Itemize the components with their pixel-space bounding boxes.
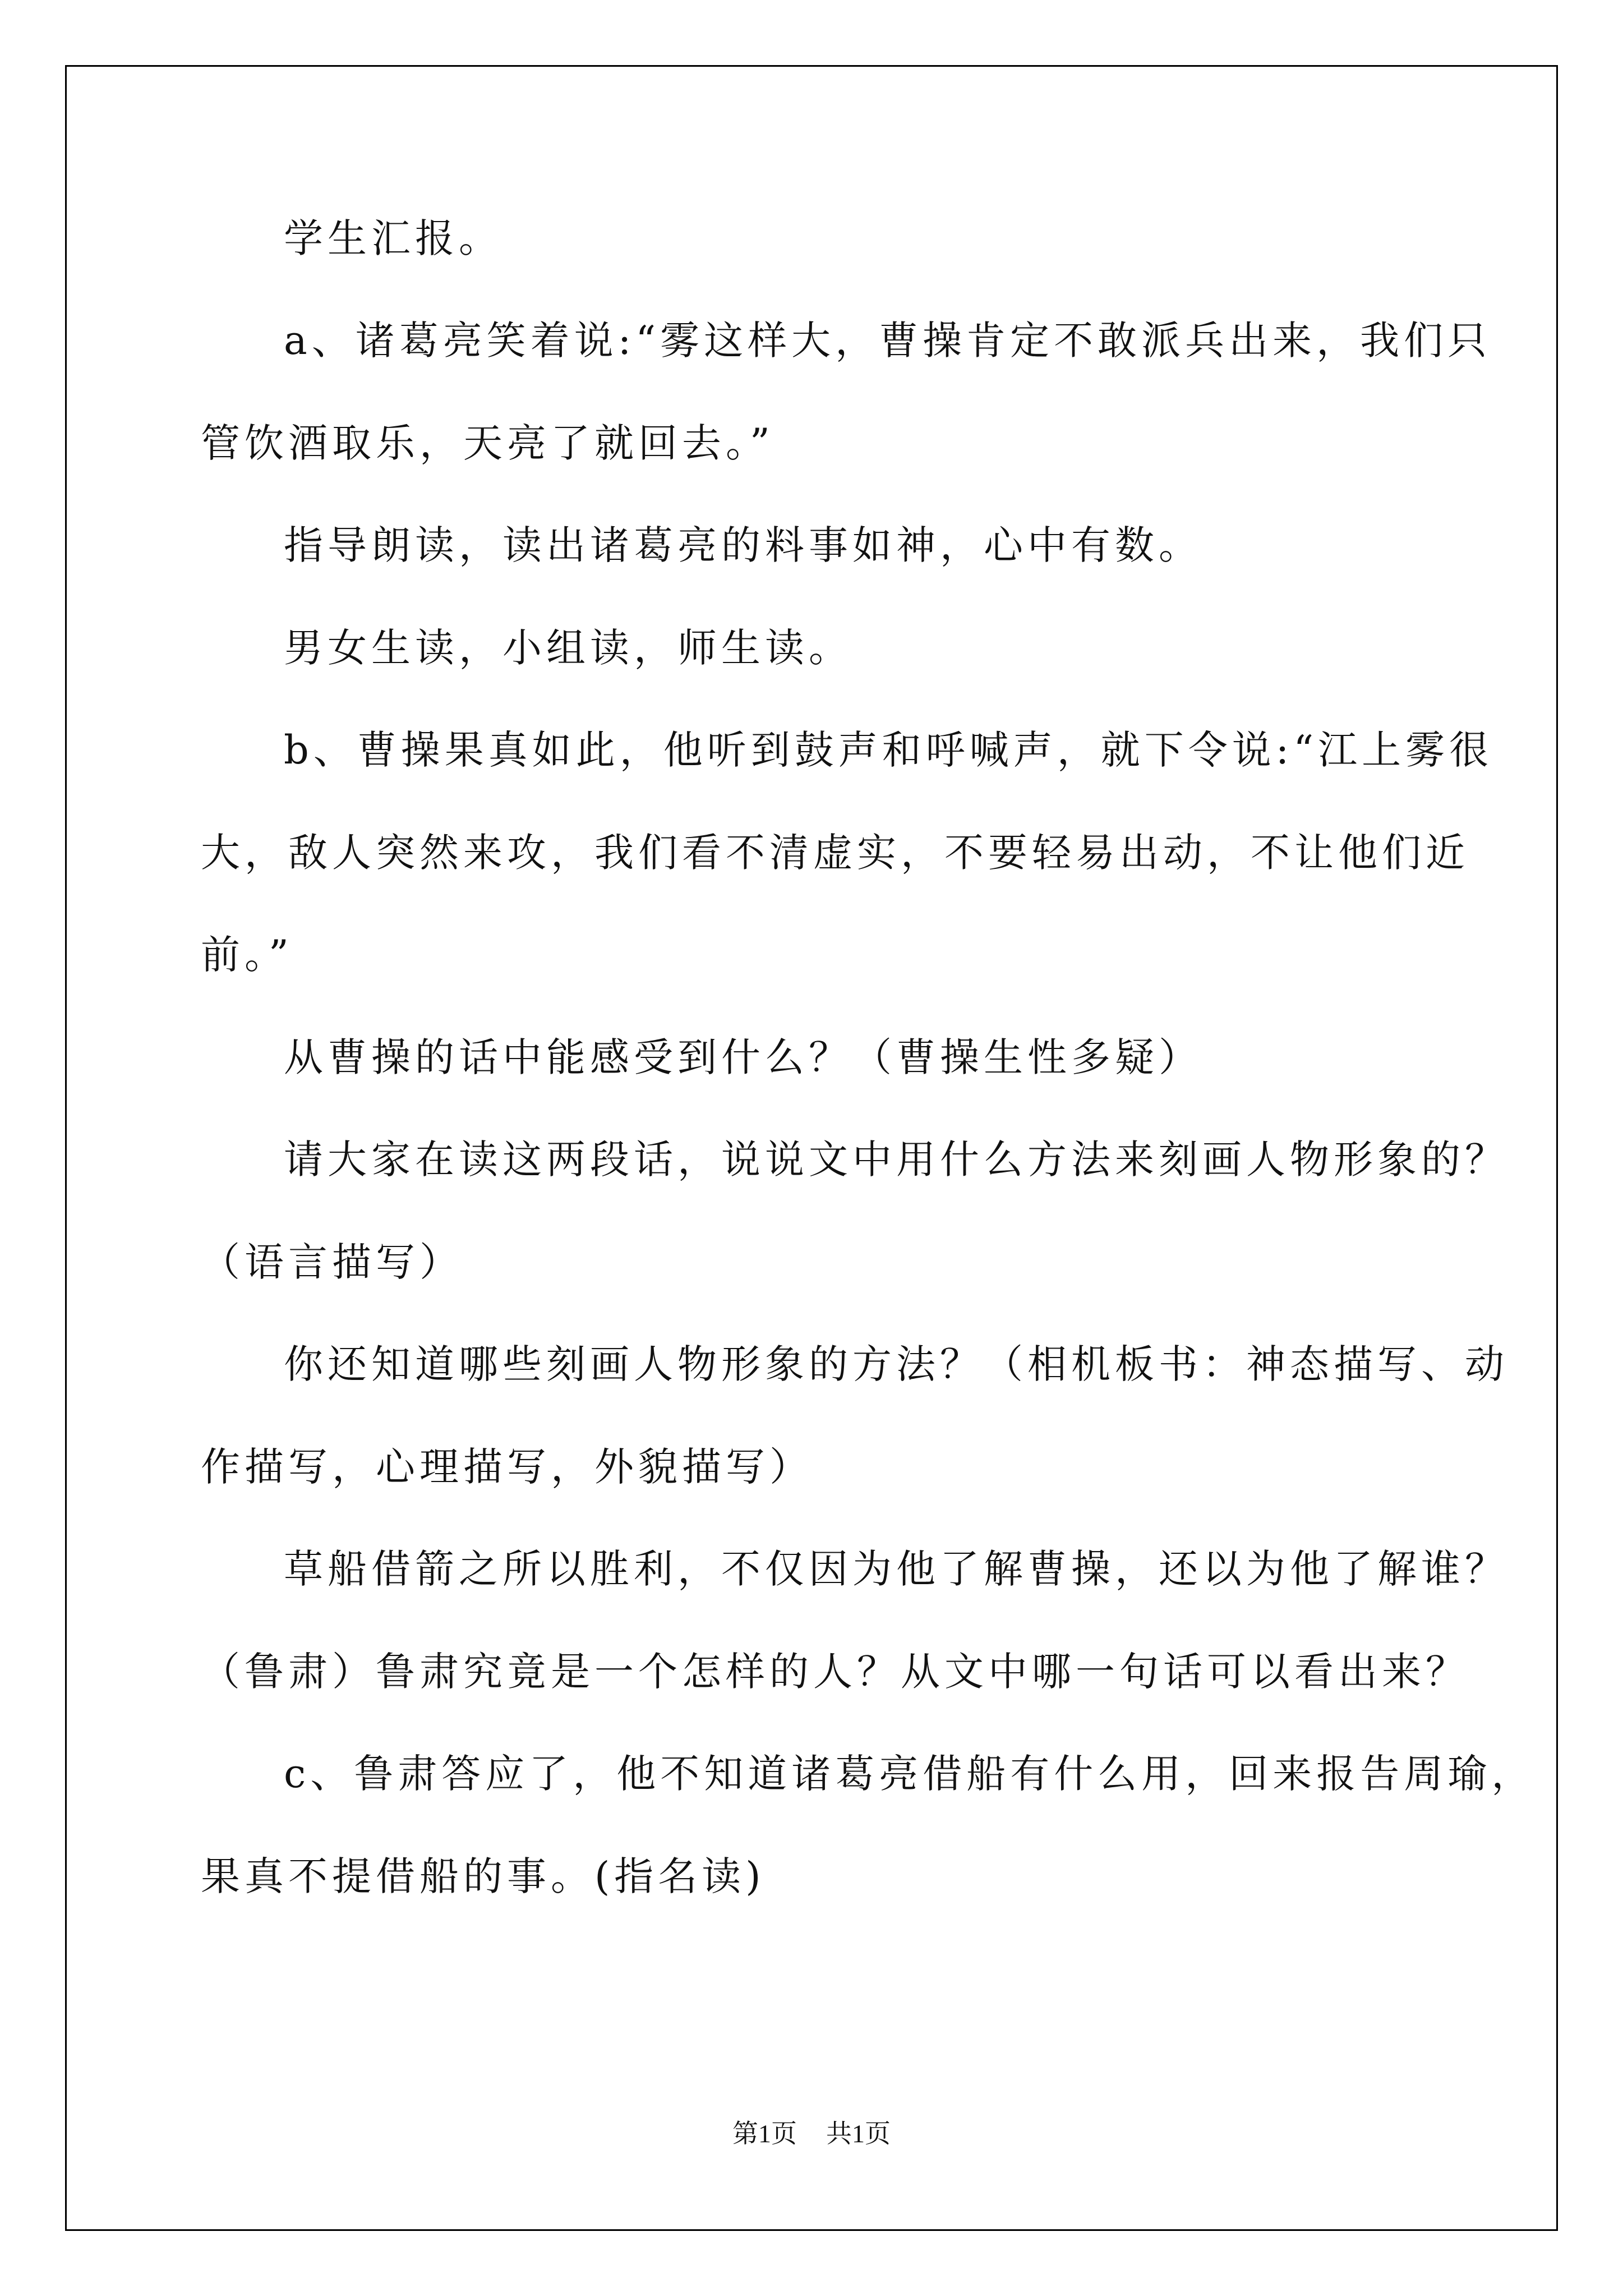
page-number: 第1页	[732, 2119, 797, 2148]
text-line: 果真不提借船的事。(指名读)	[201, 1853, 766, 1899]
text-line: 指导朗读，读出诸葛亮的料事如神，心中有数。	[284, 522, 1202, 568]
text-line: 学生汇报。	[284, 215, 502, 261]
text-line: 作描写，心理描写，外貌描写）	[201, 1444, 813, 1490]
text-line: 管饮酒取乐，天亮了就回去。”	[201, 420, 774, 466]
text-line: 草船借箭之所以胜利，不仅因为他了解曹操，还以为他了解谁？	[284, 1546, 1509, 1592]
page-total: 共1页	[826, 2119, 891, 2148]
text-line: 你还知道哪些刻画人物形象的方法？（相机板书：神态描写、动	[284, 1341, 1509, 1387]
text-line: b、曹操果真如此，他听到鼓声和呼喊声，就下令说:“江上雾很	[284, 727, 1493, 773]
text-line: （语言描写）	[201, 1239, 463, 1285]
text-line: c、鲁肃答应了，他不知道诸葛亮借船有什么用，回来报告周瑜，	[284, 1751, 1536, 1797]
text-line: 请大家在读这两段话，说说文中用什么方法来刻画人物形象的？	[284, 1137, 1509, 1182]
page-footer	[0, 2117, 1623, 2151]
text-line: （鲁肃）鲁肃究竟是一个怎样的人？从文中哪一句话可以看出来？	[201, 1649, 1469, 1695]
text-line: 男女生读，小组读，师生读。	[284, 625, 852, 671]
text-line: a、诸葛亮笑着说:“雾这样大，曹操肯定不敢派兵出来，我们只	[284, 318, 1492, 364]
text-line: 大，敌人突然来攻，我们看不清虚实，不要轻易出动，不让他们近	[201, 830, 1469, 876]
text-line: 从曹操的话中能感受到什么？（曹操生性多疑）	[284, 1034, 1202, 1080]
text-line: 前。”	[201, 932, 293, 978]
